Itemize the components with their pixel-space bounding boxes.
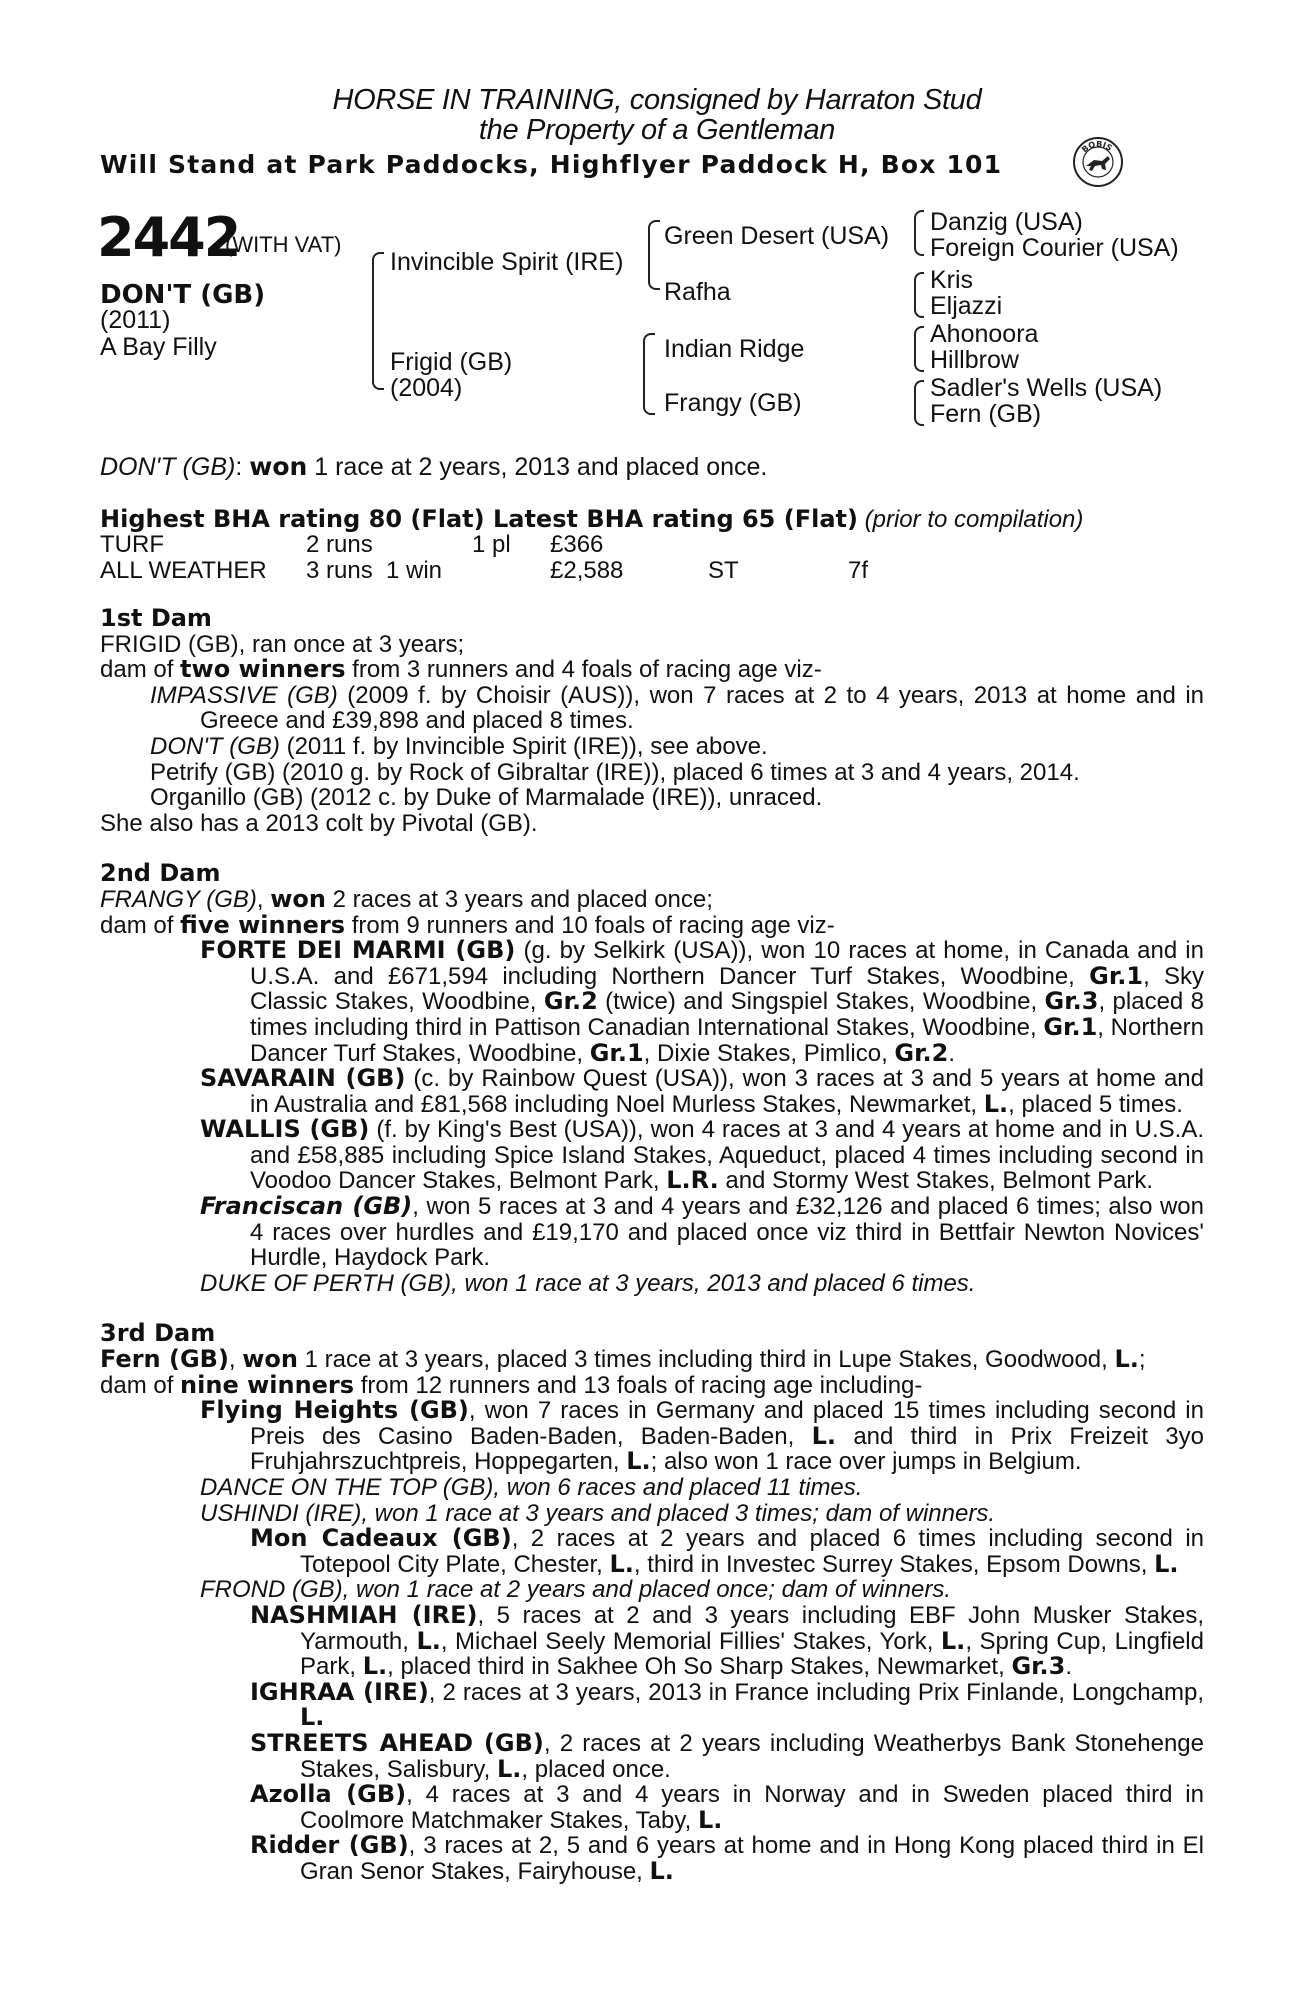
produce-entry: DUKE OF PERTH (GB), won 1 race at 3 years, 2013 and placed 6 times.	[200, 1269, 976, 1297]
brace-sd	[914, 272, 924, 318]
produce-entry: WALLIS (GB) (f. by King's Best (USA)), won 4 races at 3 and 4 years at home and in U.S.A. and £58,885 including Spice Island Stakes, Aqueduct, placed 4 times including second in Voodoo Dancer Stakes, Belmont Park, L.R. and Stormy West Stakes, Belmont Park.	[200, 1115, 1204, 1195]
brace-ss	[914, 210, 924, 256]
section-heading: 3rd Dam	[100, 1319, 216, 1348]
perf-distance: 7f	[848, 557, 869, 584]
bobis-logo-text: BOBIS	[1080, 139, 1114, 155]
produce-entry: Mon Cadeaux (GB), 2 races at 2 years and placed 6 times including second in Totepool City Plate, Chester, L., third in Investec Surrey Stakes, Epsom Downs, L.	[250, 1524, 1205, 1578]
produce-entry: FORTE DEI MARMI (GB) (g. by Selkirk (USA)), won 10 races at home, in Canada and in U.S.A. and £671,594 including Northern Dancer Turf Stakes, Woodbine, Gr.1, Sky Classic Stakes, Woodbine, Gr.2 (twice) and Singspiel Stakes, Woodbine, Gr.3, placed 8 times including third in Pattison Canadian International Stakes, Woodbine, Gr.1, Northern Dancer Turf Stakes, Woodbine, Gr.1, Dixie Stakes, Pimlico, Gr.2.	[200, 936, 1205, 1067]
perf-going: ST	[708, 557, 739, 584]
ped-sss: Danzig (USA)	[930, 208, 1083, 236]
brace-dd	[914, 380, 924, 426]
perf-runs: 3 runs	[306, 557, 373, 584]
bobis-logo	[1072, 136, 1124, 188]
produce-entry: IMPASSIVE (GB) (2009 f. by Choisir (AUS)), won 7 races at 2 to 4 years, 2013 at home and in Greece and £39,898 and placed 8 times.	[150, 681, 1204, 735]
header-location: Will Stand at Park Paddocks, Highflyer Paddock H, Box 101	[100, 150, 1003, 179]
produce-entry: FROND (GB), won 1 race at 2 years and placed once; dam of winners.	[200, 1576, 951, 1604]
ped-dam-year: (2004)	[390, 374, 463, 402]
perf-money: £2,588	[550, 557, 624, 584]
perf-runs: 2 runs	[306, 531, 373, 558]
produce-entry: Ridder (GB), 3 races at 2, 5 and 6 years at home and in Hong Kong placed third in El Gran Senor Stakes, Fairyhouse, L.	[250, 1831, 1205, 1885]
produce-entry: DON'T (GB) (2011 f. by Invincible Spirit (IRE)), see above.	[150, 732, 768, 760]
ped-dam: Frigid (GB)	[390, 348, 513, 376]
ped-sds: Kris	[930, 266, 974, 294]
perf-surface: ALL WEATHER	[100, 557, 267, 584]
dam-line: FRIGID (GB), ran once at 3 years;	[100, 630, 465, 658]
ped-sdd: Eljazzi	[930, 292, 1003, 320]
dam-line: Fern (GB), won 1 race at 3 years, placed 3 times including third in Lupe Stakes, Goodwood, L.;	[100, 1345, 1146, 1374]
produce-entry: IGHRAA (IRE), 2 races at 3 years, 2013 in France including Prix Finlande, Longchamp, L.	[250, 1677, 1205, 1732]
produce-entry: Petrify (GB) (2010 g. by Rock of Gibraltar (IRE)), placed 6 times at 3 and 4 years, 2014.	[150, 758, 1080, 786]
perf-wins: 1 win	[386, 557, 443, 584]
produce-entry: Flying Heights (GB), won 7 races in Germany and placed 15 times including second in Preis des Casino Baden-Baden, Baden-Baden, L. and third in Prix Freizeit 3yo Fruhjahrszuchtpreis, Hoppegarten, L.; also won 1 race over jumps in Belgium.	[200, 1396, 1205, 1476]
brace-ds	[914, 326, 924, 372]
perf-surface: TURF	[100, 531, 164, 558]
perf-placed: 1 pl	[472, 531, 511, 558]
ped-ds: Indian Ridge	[664, 335, 805, 363]
brace-dam	[643, 333, 655, 415]
header-consignor: HORSE IN TRAINING, consigned by Harraton Stud	[332, 84, 982, 116]
ped-dsd: Hillbrow	[930, 346, 1019, 374]
horse-name: DON'T (GB)	[100, 280, 266, 310]
ped-sire: Invincible Spirit (IRE)	[390, 248, 624, 276]
second-dam-section	[100, 861, 1204, 1296]
produce-entry: DANCE ON THE TOP (GB), won 6 races and placed 11 times.	[200, 1474, 863, 1501]
brace-main	[372, 252, 384, 390]
produce-entry: STREETS AHEAD (GB), 2 races at 2 years including Weatherbys Bank Stonehenge Stakes, Salisbury, L., placed once.	[250, 1728, 1204, 1783]
produce-entry: USHINDI (IRE), won 1 race at 3 years and placed 3 times; dam of winners.	[200, 1499, 995, 1527]
dam-produce-line: dam of two winners from 3 runners and 4 foals of racing age viz-	[100, 655, 822, 684]
ped-dd: Frangy (GB)	[664, 389, 802, 417]
horse-description: A Bay Filly	[100, 333, 217, 361]
bha-rating: Highest BHA rating 80 (Flat) Latest BHA rating 65 (Flat) (prior to compilation)	[100, 505, 1084, 533]
section-heading: 1st Dam	[100, 604, 212, 632]
brace-sire	[648, 220, 660, 290]
first-dam-section	[100, 606, 1204, 836]
perf-money: £366	[550, 531, 604, 558]
produce-entry: Azolla (GB), 4 races at 3 and 4 years in Norway and in Sweden placed third in Coolmore Matchmaker Stakes, Taby, L.	[250, 1780, 1204, 1834]
section-heading: 2nd Dam	[100, 859, 221, 888]
catalogue-body	[100, 606, 1204, 1885]
dam-produce-line: dam of five winners from 9 runners and 10 foals of racing age viz-	[100, 910, 835, 939]
dam-line: FRANGY (GB), won 2 races at 3 years and placed once;	[100, 884, 713, 913]
produce-entry: SAVARAIN (GB) (c. by Rainbow Quest (USA)), won 3 races at 3 and 5 years at home and in Australia and £81,568 including Noel Murless Stakes, Newmarket, L., placed 5 times.	[200, 1064, 1205, 1118]
produce-note: She also has a 2013 colt by Pivotal (GB).	[100, 809, 538, 837]
produce-entry: NASHMIAH (IRE), 5 races at 2 and 3 years including EBF John Musker Stakes, Yarmouth, L., Michael Seely Memorial Fillies' Stakes, York, L., Spring Cup, Lingfield Park, L., placed third in Sakhee Oh So Sharp Stakes, Newmarket, Gr.3.	[250, 1600, 1204, 1681]
ped-dss: Ahonoora	[930, 320, 1039, 348]
lot-number: 2442	[97, 206, 240, 269]
header-property: the Property of a Gentleman	[478, 114, 836, 146]
ped-ddd: Fern (GB)	[930, 400, 1042, 428]
ped-ssd: Foreign Courier (USA)	[930, 234, 1179, 262]
horse-year: (2011)	[100, 306, 171, 334]
race-summary: DON'T (GB): won 1 race at 2 years, 2013 and placed once.	[100, 452, 768, 481]
lot-vat: (WITH VAT)	[225, 232, 342, 257]
ped-sd: Rafha	[664, 278, 731, 306]
third-dam-section	[100, 1321, 1204, 1884]
dam-produce-line: dam of nine winners from 12 runners and 13 foals of racing age including-	[100, 1370, 923, 1399]
ped-dds: Sadler's Wells (USA)	[930, 374, 1163, 402]
produce-entry: Franciscan (GB), won 5 races at 3 and 4 years and £32,126 and placed 6 times; also won 4 races over hurdles and £19,170 and placed once viz third in Bettfair Newton Novices' Hurdle, Haydock Park.	[200, 1192, 1204, 1272]
ped-ss: Green Desert (USA)	[664, 222, 890, 250]
produce-entry: Organillo (GB) (2012 c. by Duke of Marmalade (IRE)), unraced.	[150, 784, 823, 812]
